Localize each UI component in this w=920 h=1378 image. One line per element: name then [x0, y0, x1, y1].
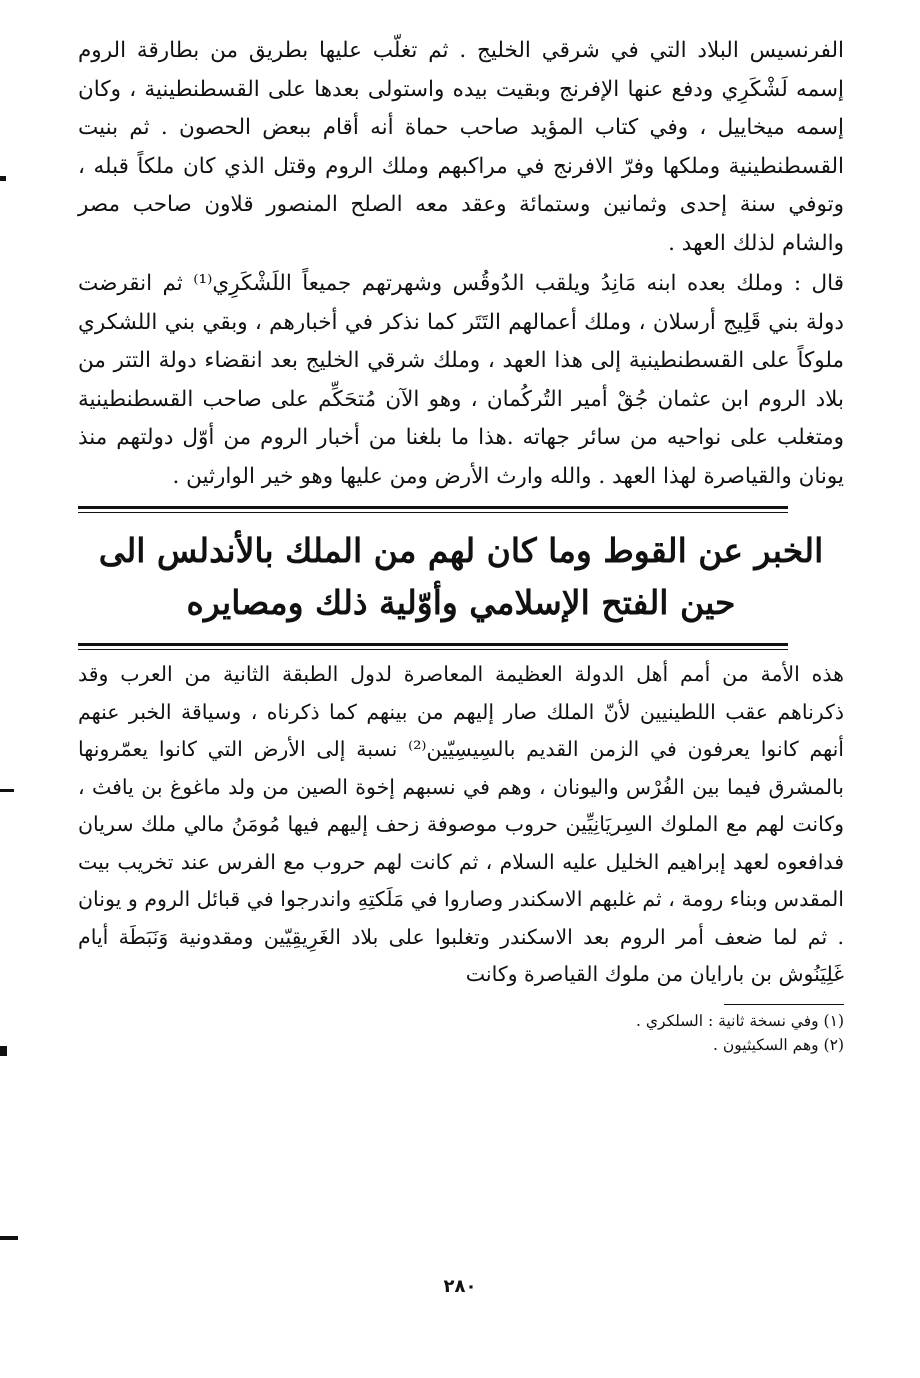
heading-top-rule: [78, 506, 788, 513]
footnote-1: (١) وفي نسخة ثانية : السلكري .: [636, 1011, 844, 1030]
footnote-rule: [724, 1004, 844, 1005]
body-paragraph-3: هذه الأمة من أمم أهل الدولة العظيمة المعاصرة لدول الطبقة الثانية من العرب وقد ذكرناهم عقب اللطينيين لأنّ الملك صار إليهم من بينهم كما ذكرناه ، وسياقة الخبر عنهم أنهم كانوا يعرفون في الزمن القديم بالسِيسِيّين⁽²⁾ نسبة إلى الأرض التي كانوا يعمّرونها بالمشرق فيما بين الفُرْس واليونان ، وهم في نسبهم إخوة الصين من ولد ماغوغ بن يافث ، وكانت لهم مع الملوك السِريَانِيِّين حروب موصوفة زحف إليهم فيها مُومَنُ مالي ملك سريان فدافعوه لعهد إبراهيم الخليل عليه السلام ، ثم كانت لهم حروب مع الفرس عند تخريب بيت المقدس وبناء رومة ، ثم غلبهم الاسكندر وصاروا في مَلَكتِهِ واندرجوا في قبائل الروم و يونان . ثم لما ضعف أمر الروم بعد الاسكندر وتغلبوا على بلاد الغَرِيقِيّين ومقدونية وَنَبَطَة أيام غَلِيَنُوش بن بارايان من ملوك القياصرة وكانت: [78, 662, 844, 986]
body-paragraph-2: قال : وملك بعده ابنه مَانِدُ ويلقب الدُوقُس وشهرتهم جميعاً اللَشْكَرِي⁽¹⁾ ثم انقرضت دولة بني قَلِيج أرسلان ، وملك أعمالهم التَتَر كما نذكر في أخبارهم ، وبقي بني اللشكري ملوكاً على القسطنطينية إلى هذا العهد ، وملك شرقي الخليج بعد انقضاء دولة التتر من بلاد الروم ابن عثمان جُقْ أمير التُركُمان ، وهو الآن مُتحَكِّم على صاحب القسطنطينية ومتغلب على نواحيه من سائر جهاته .هذا ما بلغنا من أخبار الروم من أوّل دولتهم منذ يونان والقياصرة لهذا العهد . والله وارث الأرض ومن عليها وهو خير الوارثين .: [78, 271, 844, 489]
footnote-2: (٢) وهم السكيثيون .: [713, 1035, 844, 1054]
page-number: ٢٨٠: [443, 1276, 477, 1297]
section-heading: الخبر عن القوط وما كان لهم من الملك بالأندلس الى حين الفتح الإسلامي وأوّلية ذلك ومصايره: [98, 531, 824, 622]
scan-mark: [0, 1236, 18, 1240]
heading-bottom-rule: [78, 643, 788, 650]
scan-mark: [0, 789, 14, 792]
document-page: [78, 28, 844, 1057]
scan-mark: [0, 1046, 7, 1056]
scan-mark: [0, 176, 6, 181]
body-paragraph-1: الفرنسيس البلاد التي في شرقي الخليج . ثم تغلّب عليها بطريق من بطارقة الروم إسمه لَشْكَرِي ودفع عنها الإفرنج وبقيت بيده واستولى بعدها على القسطنطينية ، وكان إسمه ميخاييل ، وفي كتاب المؤيد صاحب حماة أنه أقام ببعض الحصون . ثم بنيت القسطنطينية وملكها وفرّ الافرنج في مراكبهم وملك الروم وقتل الذي كان ملكاً قبله ، وتوفي سنة إحدى وثمانين وستمائة وعقد معه الصلح المنصور قلاون صاحب مصر والشام لذلك العهد .: [78, 38, 844, 256]
